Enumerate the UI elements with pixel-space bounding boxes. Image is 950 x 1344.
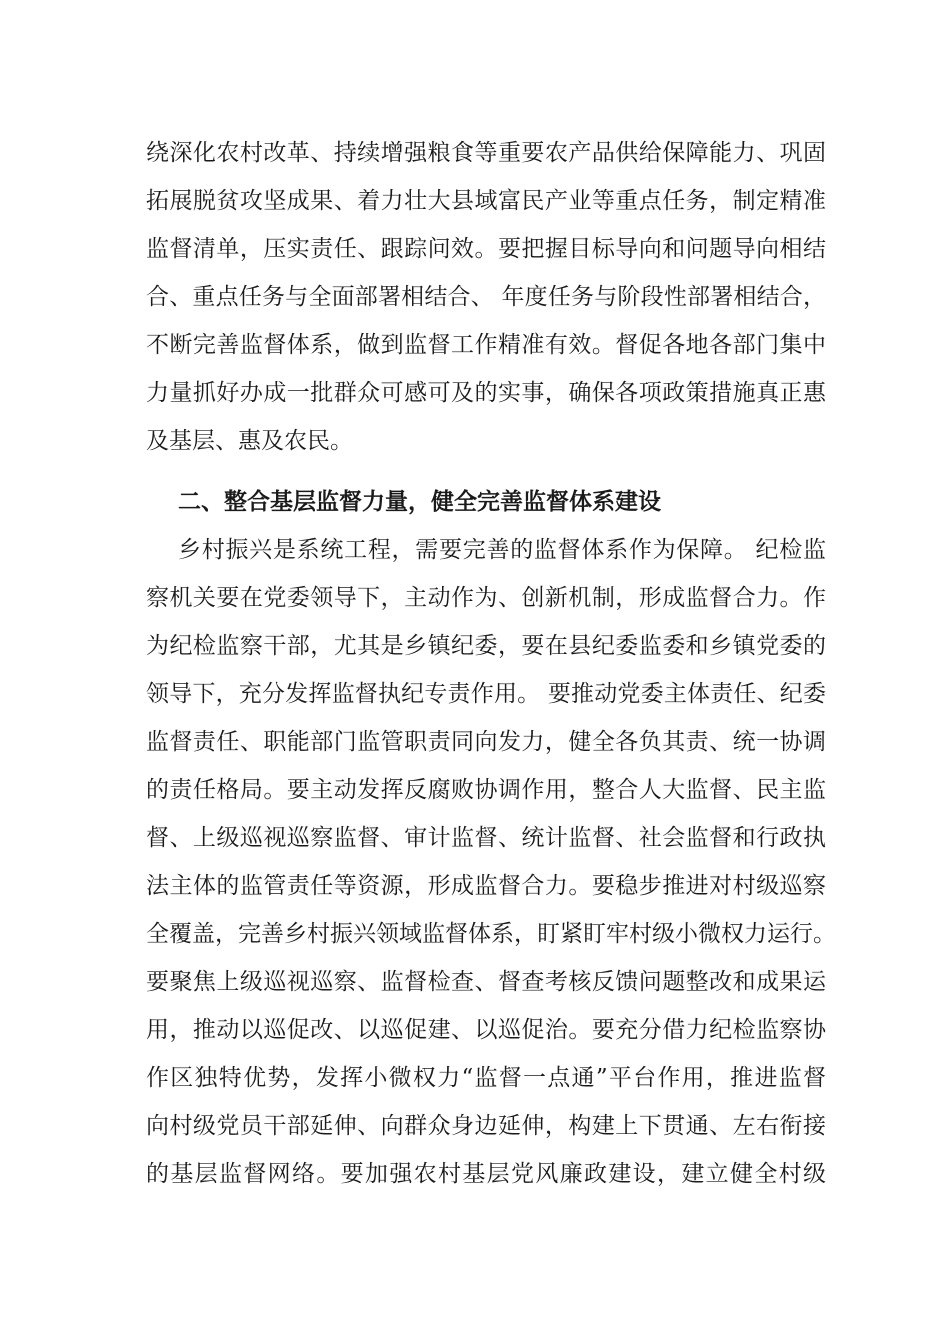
paragraph-line: 向村级党员干部延伸、向群众身边延伸，构建上下贯通、左右衔接 — [146, 1113, 826, 1139]
paragraph-line: 作区独特优势，发挥小微权力“监督一点通”平台作用，推进监督 — [146, 1065, 826, 1091]
paragraph-line: 绕深化农村改革、持续增强粮食等重要农产品供给保障能力、巩固 — [146, 140, 826, 166]
paragraph-line: 用，推动以巡促改、以巡促建、以巡促治。要充分借力纪检监察协 — [146, 1017, 826, 1043]
paragraph-line: 合、重点任务与全面部署相结合、 年度任务与阶段性部署相结合， — [146, 284, 826, 310]
paragraph-line: 法主体的监管责任等资源，形成监督合力。要稳步推进对村级巡察 — [146, 873, 826, 899]
paragraph-line: 要聚焦上级巡视巡察、监督检查、督查考核反馈问题整改和成果运 — [146, 969, 826, 995]
paragraph-line: 及基层、惠及农民。 — [146, 428, 353, 454]
paragraph-line: 领导下，充分发挥监督执纪专责作用。 要推动党委主体责任、纪委 — [146, 681, 826, 707]
section-heading: 二、整合基层监督力量，健全完善监督体系建设 — [178, 488, 661, 515]
paragraph-line: 乡村振兴是系统工程，需要完善的监督体系作为保障。 纪检监 — [178, 537, 826, 563]
paragraph-line: 力量抓好办成一批群众可感可及的实事，确保各项政策措施真正惠 — [146, 380, 826, 406]
paragraph-line: 监督责任、职能部门监管职责同向发力，健全各负其责、统一协调 — [146, 729, 826, 755]
paragraph-line: 拓展脱贫攻坚成果、着力壮大县域富民产业等重点任务，制定精准 — [146, 188, 826, 214]
paragraph-line: 督、上级巡视巡察监督、审计监督、统计监督、社会监督和行政执 — [146, 825, 826, 851]
paragraph-line: 的责任格局。要主动发挥反腐败协调作用，整合人大监督、民主监 — [146, 777, 826, 803]
paragraph-line: 监督清单，压实责任、跟踪问效。要把握目标导向和问题导向相结 — [146, 236, 826, 262]
paragraph-line: 不断完善监督体系，做到监督工作精准有效。督促各地各部门集中 — [146, 332, 826, 358]
paragraph-line: 全覆盖，完善乡村振兴领域监督体系，盯紧盯牢村级小微权力运行。 — [146, 921, 836, 947]
paragraph-line: 为纪检监察干部，尤其是乡镇纪委，要在县纪委监委和乡镇党委的 — [146, 633, 826, 659]
paragraph-line: 的基层监督网络。要加强农村基层党风廉政建设，建立健全村级 — [146, 1161, 826, 1187]
paragraph-line: 察机关要在党委领导下，主动作为、创新机制，形成监督合力。作 — [146, 585, 826, 611]
